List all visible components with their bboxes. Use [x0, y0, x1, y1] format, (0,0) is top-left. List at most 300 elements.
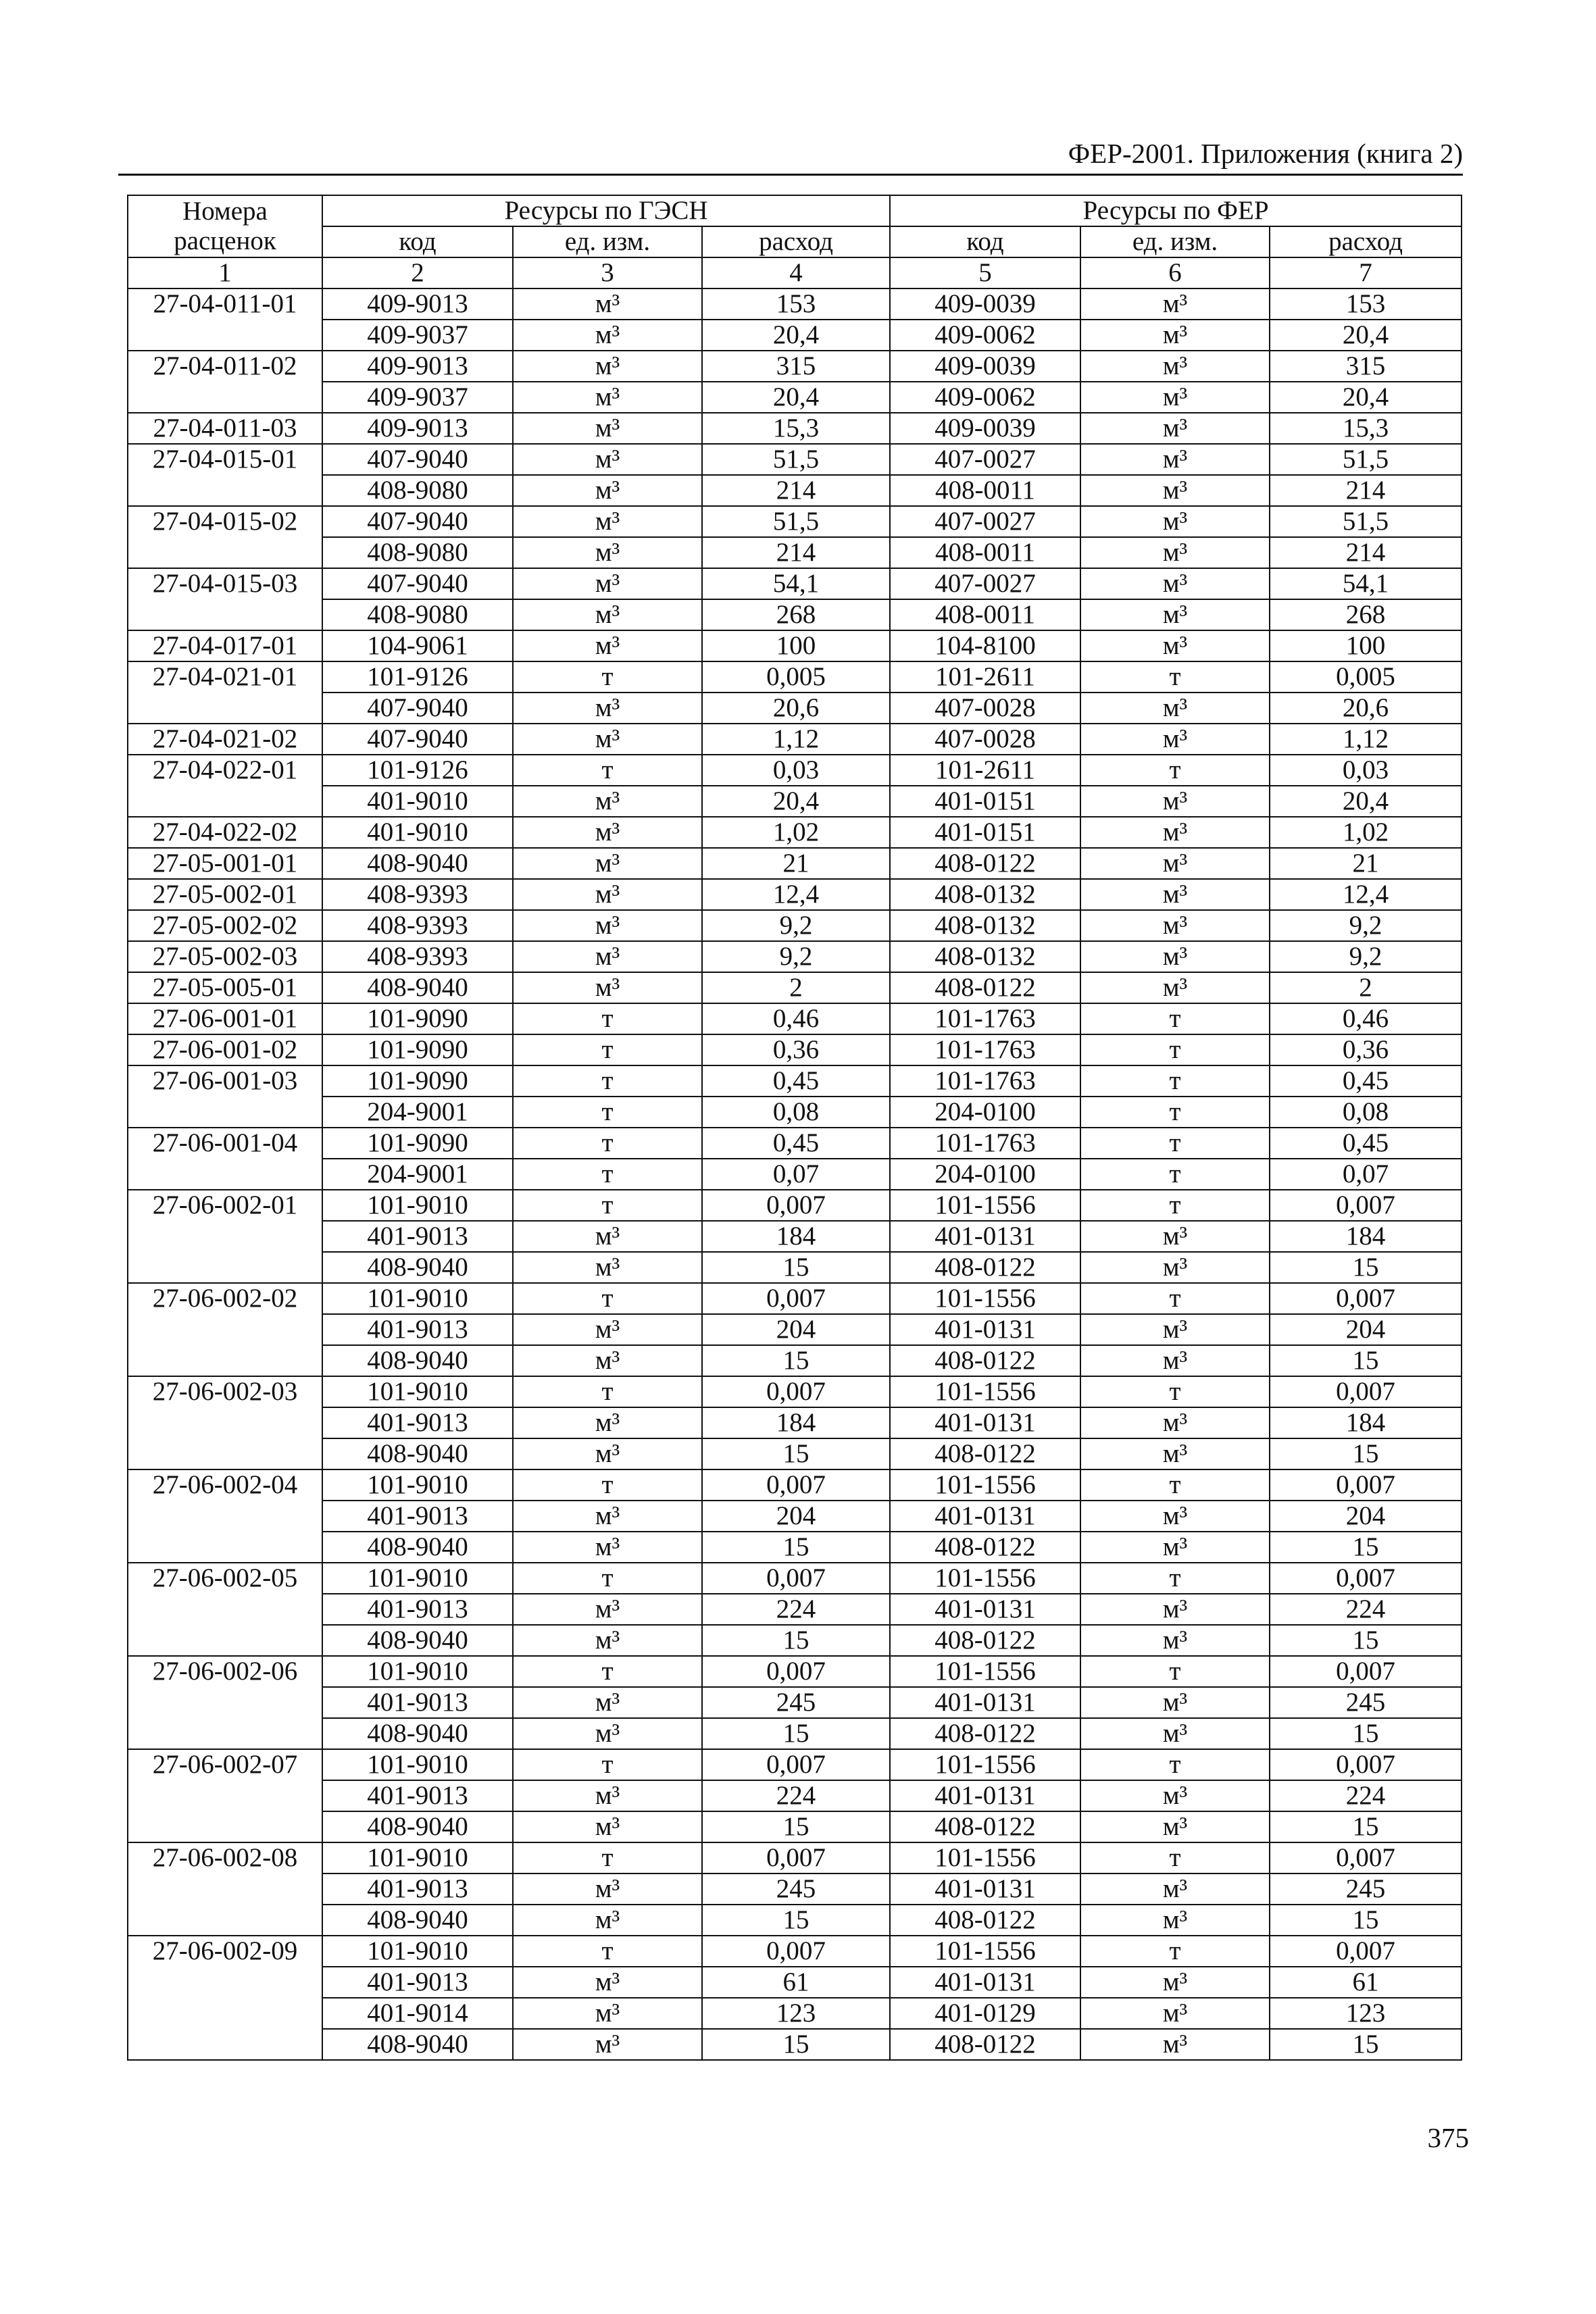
gesn-code-cell: 408-9040	[322, 1438, 513, 1469]
gesn-code-header: код	[322, 226, 513, 257]
fer-code-cell: 408-0122	[890, 972, 1080, 1003]
fer-unit-cell: м³	[1080, 786, 1270, 817]
gesn-code-cell: 408-9393	[322, 879, 513, 910]
fer-code-cell: 408-0122	[890, 1625, 1080, 1656]
fer-amount-cell: 15	[1270, 1718, 1462, 1749]
gesn-unit-cell: м³	[513, 724, 702, 755]
fer-unit-cell: т	[1080, 1563, 1270, 1594]
gesn-code-cell: 101-9010	[322, 1376, 513, 1407]
fer-unit-cell: м³	[1080, 320, 1270, 351]
gesn-unit-cell: м³	[513, 1718, 702, 1749]
fer-unit-cell: м³	[1080, 910, 1270, 941]
gesn-amount-cell: 21	[702, 848, 890, 879]
fer-code-cell: 408-0122	[890, 2029, 1080, 2060]
fer-code-cell: 101-1556	[890, 1749, 1080, 1780]
rate-number-cell: 27-05-005-01	[128, 972, 322, 1003]
fer-code-cell: 408-0122	[890, 1438, 1080, 1469]
rate-number-cell: 27-04-015-02	[128, 506, 322, 568]
fer-unit-cell: м³	[1080, 351, 1270, 382]
fer-unit-header: ед. изм.	[1080, 226, 1270, 257]
fer-code-cell: 401-0131	[890, 1314, 1080, 1345]
fer-unit-cell: т	[1080, 661, 1270, 693]
gesn-code-cell: 408-9393	[322, 941, 513, 972]
gesn-unit-cell: т	[513, 1656, 702, 1687]
table-row	[128, 413, 1462, 444]
gesn-unit-cell: м³	[513, 1252, 702, 1283]
gesn-code-cell: 408-9040	[322, 1625, 513, 1656]
fer-unit-cell: м³	[1080, 1780, 1270, 1811]
gesn-amount-cell: 0,005	[702, 661, 890, 693]
fer-unit-cell: м³	[1080, 879, 1270, 910]
rate-number-cell: 27-04-021-01	[128, 661, 322, 724]
fer-unit-cell: м³	[1080, 1594, 1270, 1625]
gesn-amount-cell: 315	[702, 351, 890, 382]
fer-unit-cell: м³	[1080, 599, 1270, 630]
gesn-unit-cell: т	[513, 1842, 702, 1873]
table-row	[128, 351, 1462, 382]
gesn-code-cell: 101-9010	[322, 1842, 513, 1873]
table-row	[128, 1656, 1462, 1687]
rate-number-cell: 27-06-002-06	[128, 1656, 322, 1749]
fer-amount-cell: 0,005	[1270, 661, 1462, 693]
rate-number-cell: 27-04-015-03	[128, 568, 322, 630]
gesn-amount-cell: 204	[702, 1314, 890, 1345]
table-row	[128, 288, 1462, 320]
table-row	[128, 879, 1462, 910]
table-row	[128, 1936, 1462, 1967]
fer-unit-cell: т	[1080, 1376, 1270, 1407]
fer-amount-header: расход	[1270, 226, 1462, 257]
fer-unit-cell: т	[1080, 1283, 1270, 1314]
fer-amount-cell: 204	[1270, 1501, 1462, 1532]
rate-number-cell: 27-06-002-09	[128, 1936, 322, 2060]
gesn-amount-cell: 15	[702, 1252, 890, 1283]
gesn-unit-cell: м³	[513, 1811, 702, 1842]
gesn-amount-cell: 0,007	[702, 1469, 890, 1501]
rate-number-cell: 27-04-011-02	[128, 351, 322, 413]
gesn-amount-cell: 204	[702, 1501, 890, 1532]
fer-code-cell: 101-1556	[890, 1842, 1080, 1873]
table-row	[128, 1345, 1462, 1376]
table-row	[128, 1532, 1462, 1563]
fer-amount-cell: 100	[1270, 630, 1462, 661]
fer-unit-cell: м³	[1080, 1221, 1270, 1252]
running-header	[118, 132, 1463, 176]
header-row-2	[128, 226, 1462, 257]
fer-unit-cell: м³	[1080, 1718, 1270, 1749]
rate-number-cell: 27-04-017-01	[128, 630, 322, 661]
gesn-unit-cell: м³	[513, 1438, 702, 1469]
fer-unit-cell: м³	[1080, 817, 1270, 848]
gesn-unit-cell: т	[513, 1128, 702, 1159]
fer-unit-cell: т	[1080, 1159, 1270, 1190]
gesn-amount-cell: 15	[702, 1905, 890, 1936]
rate-number-cell: 27-05-001-01	[128, 848, 322, 879]
gesn-unit-cell: м³	[513, 1345, 702, 1376]
fer-code-cell: 408-0122	[890, 848, 1080, 879]
gesn-amount-cell: 15	[702, 1532, 890, 1563]
table-row	[128, 475, 1462, 506]
gesn-code-cell: 204-9001	[322, 1097, 513, 1128]
table-row	[128, 910, 1462, 941]
gesn-amount-cell: 224	[702, 1594, 890, 1625]
gesn-unit-cell: м³	[513, 320, 702, 351]
fer-unit-cell: м³	[1080, 1625, 1270, 1656]
fer-unit-cell: м³	[1080, 288, 1270, 320]
gesn-code-cell: 401-9013	[322, 1780, 513, 1811]
table-row	[128, 941, 1462, 972]
gesn-code-cell: 101-9010	[322, 1469, 513, 1501]
fer-amount-cell: 0,36	[1270, 1034, 1462, 1065]
rate-number-cell: 27-06-002-08	[128, 1842, 322, 1936]
fer-amount-cell: 15	[1270, 1905, 1462, 1936]
fer-code-cell: 408-0122	[890, 1345, 1080, 1376]
gesn-unit-cell: м³	[513, 630, 702, 661]
fer-code-cell: 409-0039	[890, 351, 1080, 382]
gesn-code-cell: 408-9040	[322, 848, 513, 879]
fer-unit-cell: м³	[1080, 382, 1270, 413]
gesn-amount-cell: 0,007	[702, 1656, 890, 1687]
gesn-amount-cell: 0,36	[702, 1034, 890, 1065]
gesn-unit-cell: м³	[513, 786, 702, 817]
fer-unit-cell: т	[1080, 1065, 1270, 1097]
fer-amount-cell: 0,45	[1270, 1128, 1462, 1159]
gesn-amount-cell: 0,007	[702, 1190, 890, 1221]
gesn-amount-cell: 51,5	[702, 444, 890, 475]
rate-number-cell: 27-06-002-04	[128, 1469, 322, 1563]
fer-amount-cell: 51,5	[1270, 506, 1462, 537]
fer-amount-cell: 0,007	[1270, 1749, 1462, 1780]
table-row	[128, 1563, 1462, 1594]
gesn-unit-cell: м³	[513, 1221, 702, 1252]
rate-number-cell: 27-04-011-01	[128, 288, 322, 351]
gesn-code-cell: 409-9013	[322, 288, 513, 320]
gesn-unit-cell: т	[513, 1065, 702, 1097]
gesn-unit-cell: м³	[513, 941, 702, 972]
gesn-unit-cell: м³	[513, 413, 702, 444]
fer-code-cell: 401-0131	[890, 1873, 1080, 1905]
gesn-code-cell: 401-9010	[322, 817, 513, 848]
rate-number-cell: 27-06-001-03	[128, 1065, 322, 1128]
fer-amount-cell: 0,08	[1270, 1097, 1462, 1128]
table-row	[128, 1190, 1462, 1221]
fer-code-cell: 104-8100	[890, 630, 1080, 661]
rate-number-cell: 27-04-015-01	[128, 444, 322, 506]
fer-code-cell: 101-1763	[890, 1003, 1080, 1034]
gesn-amount-cell: 20,4	[702, 382, 890, 413]
gesn-amount-cell: 0,45	[702, 1128, 890, 1159]
fer-amount-cell: 15	[1270, 1625, 1462, 1656]
gesn-amount-header: расход	[702, 226, 890, 257]
fer-amount-cell: 1,12	[1270, 724, 1462, 755]
column-numbers-row	[128, 257, 1462, 288]
gesn-code-cell: 407-9040	[322, 693, 513, 724]
gesn-code-cell: 401-9010	[322, 786, 513, 817]
table-row	[128, 1034, 1462, 1065]
gesn-unit-cell: м³	[513, 1905, 702, 1936]
gesn-code-cell: 101-9126	[322, 755, 513, 786]
fer-code-cell: 407-0028	[890, 693, 1080, 724]
table-row	[128, 693, 1462, 724]
gesn-amount-cell: 0,007	[702, 1936, 890, 1967]
fer-code-cell: 101-1556	[890, 1656, 1080, 1687]
fer-amount-cell: 224	[1270, 1780, 1462, 1811]
fer-amount-cell: 123	[1270, 1998, 1462, 2029]
gesn-amount-cell: 54,1	[702, 568, 890, 599]
fer-amount-cell: 0,007	[1270, 1190, 1462, 1221]
fer-unit-cell: т	[1080, 1128, 1270, 1159]
gesn-amount-cell: 0,007	[702, 1842, 890, 1873]
rate-number-cell: 27-06-002-02	[128, 1283, 322, 1376]
gesn-unit-cell: м³	[513, 848, 702, 879]
column-number: 7	[1270, 257, 1462, 288]
fer-unit-cell: м³	[1080, 693, 1270, 724]
fer-code-cell: 409-0039	[890, 413, 1080, 444]
gesn-amount-cell: 245	[702, 1687, 890, 1718]
rate-number-cell: 27-06-002-07	[128, 1749, 322, 1842]
fer-amount-cell: 184	[1270, 1407, 1462, 1438]
fer-amount-cell: 0,007	[1270, 1656, 1462, 1687]
fer-amount-cell: 245	[1270, 1687, 1462, 1718]
fer-unit-cell: т	[1080, 755, 1270, 786]
fer-unit-cell: м³	[1080, 1967, 1270, 1998]
gesn-amount-cell: 153	[702, 288, 890, 320]
fer-unit-cell: т	[1080, 1749, 1270, 1780]
gesn-unit-cell: т	[513, 1563, 702, 1594]
fer-amount-cell: 153	[1270, 288, 1462, 320]
column-number: 5	[890, 257, 1080, 288]
rate-number-cell: 27-06-002-01	[128, 1190, 322, 1283]
gesn-code-cell: 101-9010	[322, 1749, 513, 1780]
rate-number-cell: 27-05-002-02	[128, 910, 322, 941]
gesn-code-cell: 101-9126	[322, 661, 513, 693]
table-row	[128, 1842, 1462, 1873]
gesn-amount-cell: 123	[702, 1998, 890, 2029]
fer-code-cell: 401-0151	[890, 786, 1080, 817]
gesn-unit-cell: м³	[513, 1407, 702, 1438]
column-number: 4	[702, 257, 890, 288]
fer-unit-cell: м³	[1080, 630, 1270, 661]
table-row	[128, 1097, 1462, 1128]
gesn-code-cell: 407-9040	[322, 724, 513, 755]
gesn-amount-cell: 15	[702, 1811, 890, 1842]
gesn-amount-cell: 15	[702, 1438, 890, 1469]
gesn-unit-cell: т	[513, 661, 702, 693]
table-row	[128, 382, 1462, 413]
gesn-code-cell: 407-9040	[322, 444, 513, 475]
fer-code-cell: 204-0100	[890, 1097, 1080, 1128]
table-row	[128, 786, 1462, 817]
fer-code-cell: 407-0027	[890, 568, 1080, 599]
fer-code-cell: 408-0122	[890, 1718, 1080, 1749]
fer-code-cell: 101-2611	[890, 661, 1080, 693]
table-head	[128, 195, 1462, 288]
fer-code-cell: 401-0131	[890, 1687, 1080, 1718]
fer-unit-cell: м³	[1080, 1532, 1270, 1563]
gesn-unit-cell: м³	[513, 599, 702, 630]
gesn-unit-cell: м³	[513, 1501, 702, 1532]
fer-amount-cell: 0,007	[1270, 1469, 1462, 1501]
fer-unit-cell: т	[1080, 1034, 1270, 1065]
gesn-unit-cell: м³	[513, 1687, 702, 1718]
fer-unit-cell: м³	[1080, 1905, 1270, 1936]
table-row	[128, 2029, 1462, 2060]
table-row	[128, 1376, 1462, 1407]
gesn-code-cell: 401-9013	[322, 1594, 513, 1625]
gesn-amount-cell: 214	[702, 475, 890, 506]
fer-amount-cell: 15	[1270, 1811, 1462, 1842]
gesn-unit-cell: т	[513, 1936, 702, 1967]
gesn-code-cell: 407-9040	[322, 568, 513, 599]
table-row	[128, 1221, 1462, 1252]
gesn-code-cell: 408-9393	[322, 910, 513, 941]
table-row	[128, 1998, 1462, 2029]
fer-amount-cell: 9,2	[1270, 941, 1462, 972]
gesn-amount-cell: 9,2	[702, 941, 890, 972]
gesn-code-cell: 101-9010	[322, 1936, 513, 1967]
table-row	[128, 1469, 1462, 1501]
fer-unit-cell: м³	[1080, 2029, 1270, 2060]
fer-unit-cell: т	[1080, 1936, 1270, 1967]
gesn-unit-cell: т	[513, 1097, 702, 1128]
gesn-unit-cell: м³	[513, 382, 702, 413]
fer-unit-cell: м³	[1080, 568, 1270, 599]
gesn-amount-cell: 0,007	[702, 1376, 890, 1407]
gesn-amount-cell: 15,3	[702, 413, 890, 444]
fer-unit-cell: м³	[1080, 972, 1270, 1003]
column-number: 1	[128, 257, 322, 288]
gesn-unit-cell: м³	[513, 1998, 702, 2029]
fer-code-cell: 409-0062	[890, 320, 1080, 351]
fer-code-cell: 409-0039	[890, 288, 1080, 320]
fer-amount-cell: 214	[1270, 475, 1462, 506]
gesn-amount-cell: 15	[702, 1718, 890, 1749]
fer-code-cell: 101-1763	[890, 1034, 1080, 1065]
gesn-unit-cell: м³	[513, 1625, 702, 1656]
table-row	[128, 1905, 1462, 1936]
fer-amount-cell: 20,4	[1270, 320, 1462, 351]
fer-amount-cell: 54,1	[1270, 568, 1462, 599]
fer-amount-cell: 1,02	[1270, 817, 1462, 848]
table-row	[128, 568, 1462, 599]
fer-amount-cell: 15	[1270, 1252, 1462, 1283]
fer-amount-cell: 20,4	[1270, 786, 1462, 817]
gesn-unit-cell: м³	[513, 475, 702, 506]
table-body	[128, 288, 1462, 2060]
gesn-code-cell: 401-9013	[322, 1687, 513, 1718]
table-row	[128, 1749, 1462, 1780]
gesn-unit-cell: м³	[513, 1780, 702, 1811]
fer-code-cell: 101-1556	[890, 1469, 1080, 1501]
table-row	[128, 1314, 1462, 1345]
gesn-unit-cell: м³	[513, 444, 702, 475]
fer-unit-cell: м³	[1080, 941, 1270, 972]
gesn-amount-cell: 0,007	[702, 1563, 890, 1594]
fer-amount-cell: 214	[1270, 537, 1462, 568]
fer-code-cell: 408-0122	[890, 1532, 1080, 1563]
fer-unit-cell: м³	[1080, 1314, 1270, 1345]
fer-amount-cell: 0,007	[1270, 1563, 1462, 1594]
gesn-code-cell: 101-9090	[322, 1034, 513, 1065]
gesn-unit-cell: т	[513, 1376, 702, 1407]
fer-code-cell: 408-0122	[890, 1905, 1080, 1936]
gesn-unit-cell: м³	[513, 1594, 702, 1625]
fer-code-header: код	[890, 226, 1080, 257]
gesn-amount-cell: 1,12	[702, 724, 890, 755]
table-row	[128, 972, 1462, 1003]
rate-number-cell: 27-05-002-03	[128, 941, 322, 972]
fer-amount-cell: 0,007	[1270, 1283, 1462, 1314]
table-row	[128, 1283, 1462, 1314]
gesn-unit-cell: т	[513, 1190, 702, 1221]
table-row	[128, 1967, 1462, 1998]
fer-unit-cell: т	[1080, 1097, 1270, 1128]
fer-code-cell: 401-0131	[890, 1594, 1080, 1625]
table-row	[128, 817, 1462, 848]
fer-code-cell: 101-2611	[890, 755, 1080, 786]
gesn-amount-cell: 15	[702, 1625, 890, 1656]
gesn-amount-cell: 51,5	[702, 506, 890, 537]
gesn-amount-cell: 15	[702, 2029, 890, 2060]
fer-code-cell: 204-0100	[890, 1159, 1080, 1190]
fer-code-cell: 408-0132	[890, 910, 1080, 941]
rate-number-cell: 27-06-002-03	[128, 1376, 322, 1469]
table-row	[128, 1501, 1462, 1532]
rate-number-cell: 27-06-001-02	[128, 1034, 322, 1065]
fer-code-cell: 101-1556	[890, 1563, 1080, 1594]
fer-unit-cell: м³	[1080, 1438, 1270, 1469]
gesn-unit-cell: т	[513, 1159, 702, 1190]
gesn-amount-cell: 100	[702, 630, 890, 661]
fer-code-cell: 101-1556	[890, 1936, 1080, 1967]
column-number: 3	[513, 257, 702, 288]
gesn-unit-cell: т	[513, 1003, 702, 1034]
table-row	[128, 444, 1462, 475]
gesn-unit-cell: м³	[513, 910, 702, 941]
table-row	[128, 755, 1462, 786]
gesn-unit-header: ед. изм.	[513, 226, 702, 257]
gesn-code-cell: 407-9040	[322, 506, 513, 537]
rate-number-cell: 27-04-022-01	[128, 755, 322, 817]
column-number: 2	[322, 257, 513, 288]
header-row-1	[128, 195, 1462, 226]
fer-code-cell: 401-0131	[890, 1221, 1080, 1252]
table-row	[128, 1438, 1462, 1469]
fer-amount-cell: 20,4	[1270, 382, 1462, 413]
gesn-code-cell: 204-9001	[322, 1159, 513, 1190]
fer-unit-cell: м³	[1080, 1811, 1270, 1842]
gesn-group-header: Ресурсы по ГЭСН	[322, 195, 890, 226]
table-row	[128, 1594, 1462, 1625]
fer-amount-cell: 184	[1270, 1221, 1462, 1252]
table-row	[128, 1811, 1462, 1842]
table-row	[128, 1003, 1462, 1034]
rate-number-cell: 27-05-002-01	[128, 879, 322, 910]
fer-unit-cell: м³	[1080, 1998, 1270, 2029]
gesn-code-cell: 104-9061	[322, 630, 513, 661]
gesn-code-cell: 101-9010	[322, 1283, 513, 1314]
gesn-unit-cell: м³	[513, 351, 702, 382]
rate-number-cell: 27-04-011-03	[128, 413, 322, 444]
table-row	[128, 1128, 1462, 1159]
fer-code-cell: 408-0122	[890, 1811, 1080, 1842]
fer-unit-cell: м³	[1080, 444, 1270, 475]
gesn-amount-cell: 20,6	[702, 693, 890, 724]
table-row	[128, 1687, 1462, 1718]
gesn-amount-cell: 12,4	[702, 879, 890, 910]
fer-amount-cell: 0,007	[1270, 1376, 1462, 1407]
gesn-unit-cell: м³	[513, 288, 702, 320]
